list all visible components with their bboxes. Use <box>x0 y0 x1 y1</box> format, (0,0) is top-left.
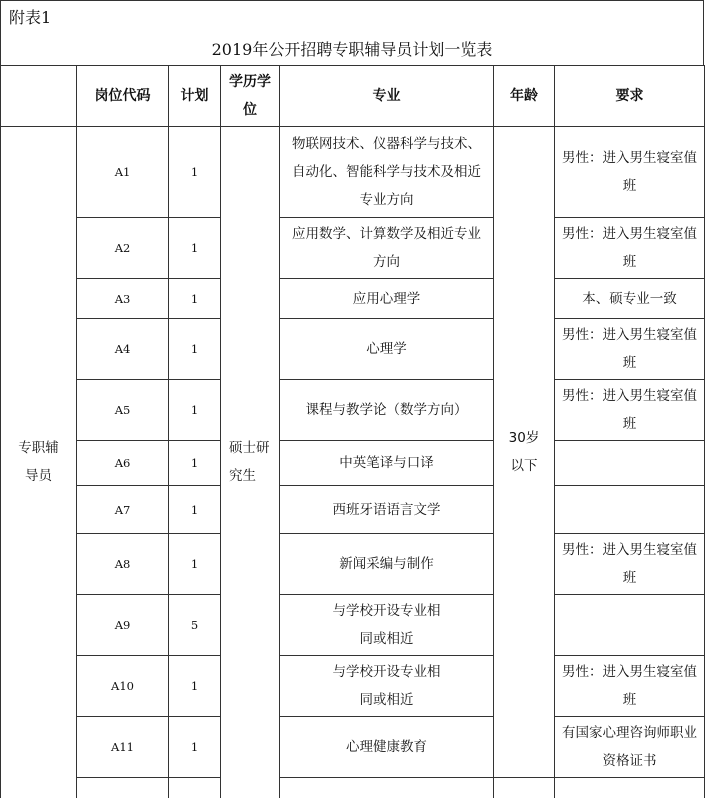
plan-cell: 1 <box>169 127 221 218</box>
header-major: 专业 <box>280 66 494 127</box>
code-cell: A9 <box>77 595 169 656</box>
plan-cell: 1 <box>169 534 221 595</box>
plan-cell: 1 <box>169 319 221 380</box>
requirement-cell <box>555 595 705 656</box>
code-cell: A6 <box>77 441 169 486</box>
header-requirement: 要求 <box>555 66 705 127</box>
header-plan: 计划 <box>169 66 221 127</box>
header-age: 年龄 <box>494 66 555 127</box>
requirement-cell: 男性：进入男生寝室值班 <box>555 127 705 218</box>
major-cell: 课程与教学论（数学方向） <box>280 380 494 441</box>
plan-cell: 1 <box>169 279 221 319</box>
table-row <box>1 441 705 486</box>
table-row <box>1 218 705 279</box>
table-row <box>1 127 705 218</box>
table-row <box>1 717 705 778</box>
header-blank <box>1 66 77 127</box>
table-row <box>1 486 705 534</box>
table-row <box>1 534 705 595</box>
table-row <box>1 595 705 656</box>
code-cell: A10 <box>77 656 169 717</box>
age-cell-empty <box>494 778 555 798</box>
age-cell: 30岁以下 <box>494 127 555 778</box>
requirement-cell: 男性：进入男生寝室值班 <box>555 656 705 717</box>
major-cell: 物联网技术、仪器科学与技术、自动化、智能科学与技术及相近专业方向 <box>280 127 494 218</box>
code-cell: A7 <box>77 486 169 534</box>
plan-cell: 1 <box>169 656 221 717</box>
requirement-cell <box>555 486 705 534</box>
table-row <box>1 279 705 319</box>
code-cell: A1 <box>77 127 169 218</box>
code-cell: A8 <box>77 534 169 595</box>
major-cell: 应用心理学 <box>280 279 494 319</box>
plan-cell: 1 <box>169 717 221 778</box>
plan-cell: 1 <box>169 486 221 534</box>
major-cell: 西班牙语语言文学 <box>280 486 494 534</box>
header-row <box>1 66 705 127</box>
requirement-cell: 本、硕专业一致 <box>555 279 705 319</box>
header-degree: 学历学位 <box>221 66 280 127</box>
major-cell: 心理健康教育 <box>280 717 494 778</box>
requirement-cell <box>555 441 705 486</box>
table-row <box>1 656 705 717</box>
major-cell: 与学校开设专业相同或相近 <box>280 595 494 656</box>
plan-cell: 1 <box>169 441 221 486</box>
plan-cell-empty <box>169 778 221 798</box>
annex-label: 附表1 <box>0 0 704 34</box>
major-cell: 中英笔译与口译 <box>280 441 494 486</box>
position-cell: 专职辅导员 <box>1 127 77 798</box>
header-code: 岗位代码 <box>77 66 169 127</box>
requirement-cell: 男性：进入男生寝室值班 <box>555 319 705 380</box>
major-cell: 新闻采编与制作 <box>280 534 494 595</box>
table-row-partial <box>1 778 705 798</box>
requirement-cell: 有国家心理咨询师职业资格证书 <box>555 717 705 778</box>
code-cell-empty <box>77 778 169 798</box>
requirement-cell: 男性：进入男生寝室值班 <box>555 218 705 279</box>
major-cell: 与学校开设专业相同或相近 <box>280 656 494 717</box>
code-cell: A5 <box>77 380 169 441</box>
plan-cell: 1 <box>169 380 221 441</box>
table-row <box>1 319 705 380</box>
plan-cell: 5 <box>169 595 221 656</box>
major-cell-empty <box>280 778 494 798</box>
recruitment-plan-table <box>0 65 705 798</box>
table-row <box>1 380 705 441</box>
requirement-cell: 男性：进入男生寝室值班 <box>555 380 705 441</box>
code-cell: A11 <box>77 717 169 778</box>
code-cell: A4 <box>77 319 169 380</box>
requirement-cell-empty <box>555 778 705 798</box>
code-cell: A3 <box>77 279 169 319</box>
plan-cell: 1 <box>169 218 221 279</box>
requirement-cell: 男性：进入男生寝室值班 <box>555 534 705 595</box>
code-cell: A2 <box>77 218 169 279</box>
major-cell: 应用数学、计算数学及相近专业方向 <box>280 218 494 279</box>
degree-cell: 硕士研究生 <box>221 127 280 798</box>
table-title: 2019年公开招聘专职辅导员计划一览表 <box>0 34 704 65</box>
major-cell: 心理学 <box>280 319 494 380</box>
